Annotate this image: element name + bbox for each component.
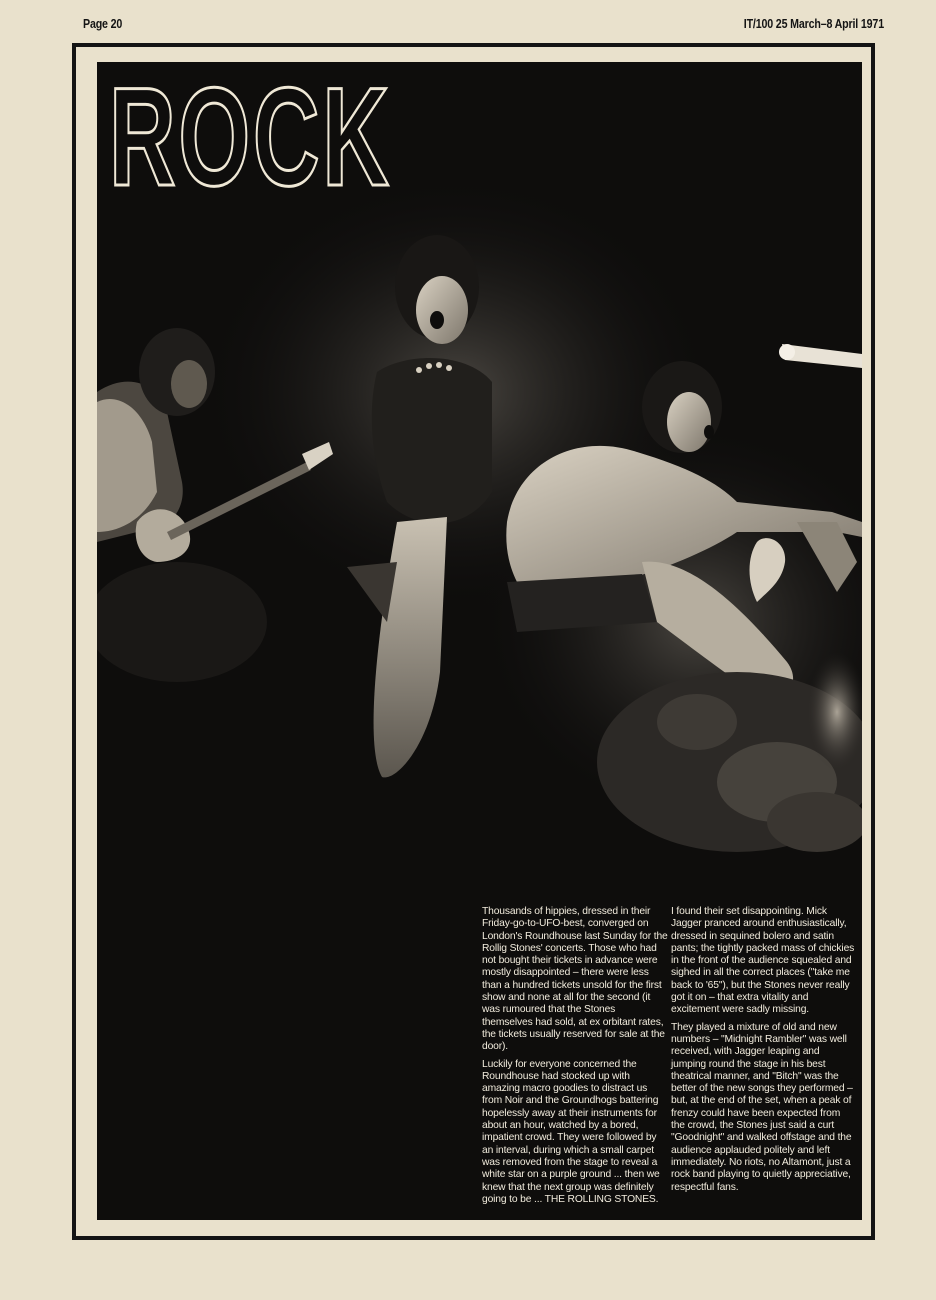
page-number: Page 20 bbox=[83, 16, 123, 31]
issue-date-line: IT/100 25 March–8 April 1971 bbox=[743, 16, 884, 31]
section-title-rock: ROCK bbox=[109, 62, 392, 215]
article-paragraph: Thousands of hippies, dressed in their Friday-go-to-UFO-best, converged on London's Roundhouse last Sunday for the Rollig Stones' concerts. Those who had not bought their tickets in advance were mostly disappointed – there were less than a hundred tickets unsold for the first show and none at all for the second (it was rumoured that the Stones themselves had sold, at ex orbitant rates, the tickets usually reserved for sale at the door). bbox=[482, 906, 668, 1053]
article-paragraph: I found their set disappointing. Mick Jagger pranced around enthusiastically, dressed in sequined bolero and satin pants; the tightly packed mass of chickies in the front of the audience squealed and sighed in all the correct places ("take me back to '65"), but the Stones never really got it on – that extra vitality and excitement were sadly missing. bbox=[671, 906, 855, 1016]
article-column-right bbox=[671, 906, 855, 1199]
concert-photo-panel bbox=[97, 62, 862, 1220]
article-paragraph: They played a mixture of old and new numbers – "Midnight Rambler" was well received, with Jagger leaping and jumping round the stage in his best theatrical manner, and "Bitch" was the better of the new songs they performed – but, at the end of the set, when a peak of frenzy could have been expected from the crowd, the Stones just said a curt "Goodnight" and walked offstage and the audience applauded politely and left immediately. No riots, no Altamont, just a rock band playing to quietly appreciative, respectful fans. bbox=[671, 1021, 853, 1193]
article-paragraph: Luckily for everyone concerned the Roundhouse had stocked up with amazing macro goodies to distract us from Noir and the Groundhogs battering hopelessly away at their instruments for about an hour, watched by a bored, impatient crowd. They were followed by an interval, during which a small carpet was removed from the stage to reveal a white star on a purple ground ... then we knew that the next group was definitely going to be ... THE ROLLING STONES. bbox=[482, 1058, 660, 1205]
article-column-left bbox=[482, 906, 668, 1211]
